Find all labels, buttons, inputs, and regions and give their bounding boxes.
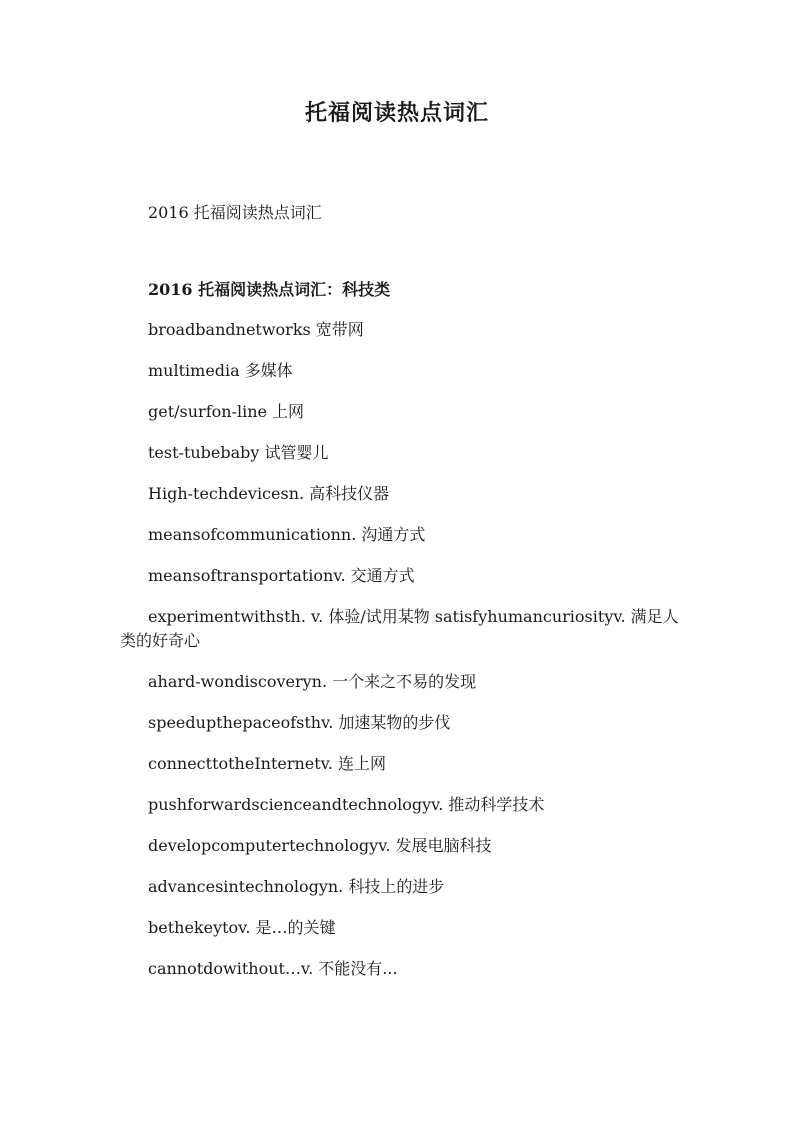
vocab-entry: broadbandnetworks 宽带网 — [148, 320, 364, 339]
vocab-entry: experimentwithsth. v. 体验/试用某物 satisfyhumancuriosityv. 满足人类的好奇心 — [120, 607, 679, 650]
vocab-entry: test-tubebaby 试管婴儿 — [148, 443, 329, 462]
vocab-entry: get/surfon-line 上网 — [148, 402, 305, 421]
vocab-entry: meansoftransportationv. 交通方式 — [148, 566, 415, 585]
vocab-entry: cannotdowithout…v. 不能没有... — [148, 959, 398, 978]
vocab-entry: meansofcommunicationn. 沟通方式 — [148, 525, 426, 544]
section-heading: 2016 托福阅读热点词汇：科技类 — [148, 280, 391, 299]
vocab-entry: High-techdevicesn. 高科技仪器 — [148, 484, 390, 503]
vocab-entry: pushforwardscienceandtechnologyv. 推动科学技术 — [148, 795, 545, 814]
vocab-entry: bethekeytov. 是…的关键 — [148, 918, 336, 937]
vocab-entry: developcomputertechnologyv. 发展电脑科技 — [148, 836, 492, 855]
vocab-entry: speedupthepaceofsthv. 加速某物的步伐 — [148, 713, 451, 732]
vocab-entry: ahard-wondiscoveryn. 一个来之不易的发现 — [148, 672, 477, 691]
page-title: 托福阅读热点词汇 — [304, 100, 489, 126]
vocabulary-list — [120, 318, 690, 998]
document-subtitle: 2016 托福阅读热点词汇 — [148, 203, 322, 222]
vocab-entry: multimedia 多媒体 — [148, 361, 293, 380]
vocab-entry: connecttotheInternetv. 连上网 — [148, 754, 387, 773]
vocab-entry: advancesintechnologyn. 科技上的进步 — [148, 877, 445, 896]
